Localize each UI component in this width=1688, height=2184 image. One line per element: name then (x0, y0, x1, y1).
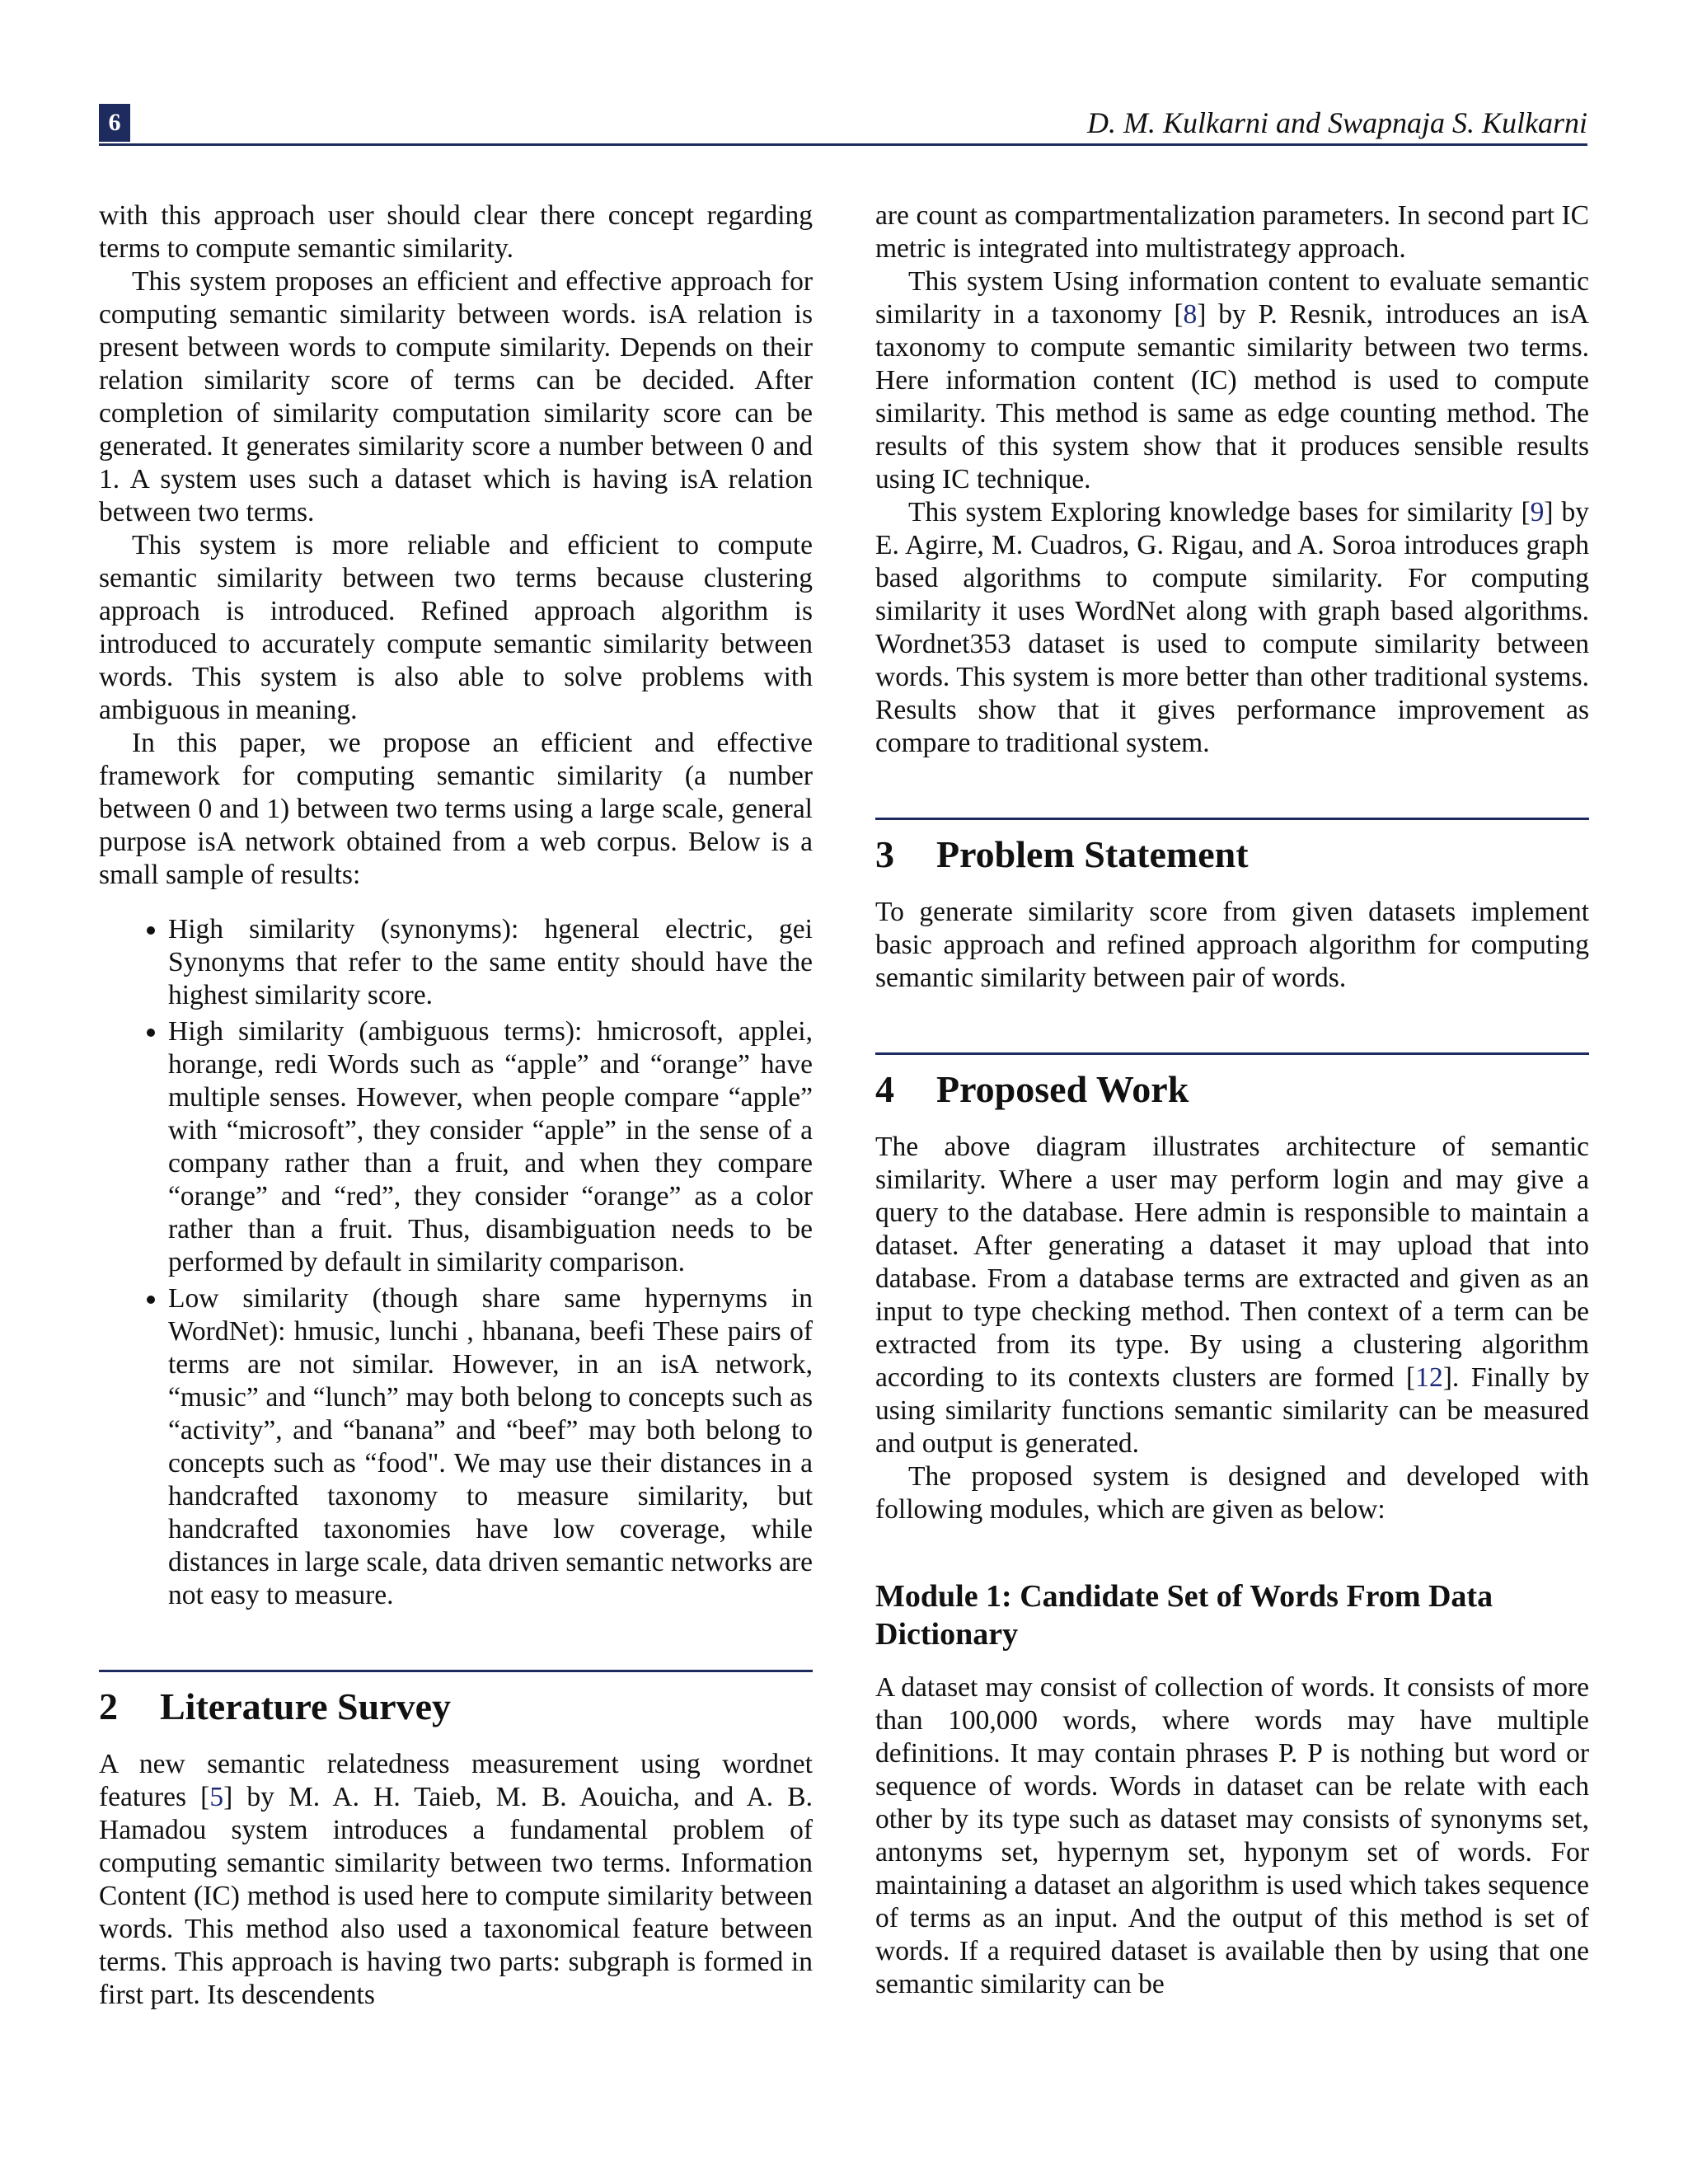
paragraph: In this paper, we propose an efficient and effective framework for computing semantic similarity (a number between 0 and 1) between two terms using a large scale, general purpose isA network obtained from a web corpus. Below is a small sample of results: (99, 728, 813, 890)
paragraph: are count as compartmentalization parameters. In second part IC metric is integrated into multistrategy approach. (875, 200, 1589, 264)
page-number: 6 (99, 104, 130, 142)
paragraph: A dataset may consist of collection of words. It consists of more than 100,000 words, where words may have multiple definitions. It may contain phrases P. P is nothing but word or sequence of words. Words in dataset can be relate with each other by its type such as dataset may consists of synonyms set, antonyms set, hypernym set, hyponym set of words. For maintaining a dataset an algorithm is used which takes sequence of terms as an input. And the output of this method is set of words. If a required dataset is available then by using that one semantic similarity can be (875, 1672, 1589, 1999)
section-title: Proposed Work (936, 1068, 1189, 1110)
citation-link[interactable]: 12 (1415, 1362, 1443, 1393)
section-number: 4 (875, 1068, 894, 1110)
paragraph: The above diagram illustrates architecture of semantic similarity. Where a user may perform login and may give a query to the database. Here admin is responsible to maintain a dataset. After generating a dataset it may upload that into database. From a database terms are extracted and given as an input to type checking method. Then context of a term can be extracted from its type. By using a clustering algorithm according to its contexts clusters are formed [12]. Finally by using similarity functions semantic similarity can be measured and output is generated. (875, 1132, 1590, 1459)
page-header (99, 102, 1587, 146)
paragraph: This system Using information content to evaluate semantic similarity in a taxonomy [8] by P. Resnik, introduces an isA taxonomy to compute semantic similarity between two terms. Here information content (IC) method is used to compute similarity. This method is same as edge counting method. The results of this system show that it produces sensible results using IC technique. (875, 266, 1589, 494)
left-column (99, 199, 813, 2012)
right-column (875, 199, 1589, 2001)
section-heading-problem-statement (875, 818, 1589, 878)
paragraph: with this approach user should clear there concept regarding terms to compute semantic similarity. (99, 200, 813, 264)
paragraph: The proposed system is designed and developed with following modules, which are given as below: (875, 1461, 1589, 1525)
paragraph: This system is more reliable and efficient to compute semantic similarity between two terms because clustering approach is introduced. Refined approach algorithm is introduced to accurately compute semantic similarity between words. This system is also able to solve problems with ambiguous in meaning. (99, 530, 813, 725)
citation-link[interactable]: 5 (209, 1782, 224, 1812)
list-item: • High similarity (synonyms): hgeneral electric, gei Synonyms that refer to the same entity should have the highest similarity score. (168, 913, 813, 1012)
paragraph: This system proposes an efficient and effective approach for computing semantic similarity between words. isA relation is present between words to compute similarity. Depends on their relation similarity score of terms can be decided. After completion of similarity computation similarity score can be generated. It generates similarity score a number between 0 and 1. A system uses such a dataset which is having isA relation between two terms. (99, 266, 813, 527)
paragraph: A new semantic relatedness measurement using wordnet features [5] by M. A. H. Taieb, M. B. Aouicha, and A. B. Hamadou system introduces a fundamental problem of computing semantic similarity between two terms. Information Content (IC) method is used here to compute similarity between words. This method also used a taxonomical feature between terms. This approach is having two parts: subgraph is formed in first part. Its descendents (99, 1749, 814, 2010)
list-item: • High similarity (ambiguous terms): hmicrosoft, applei, horange, redi Words such as “apple” and “orange” have multiple senses. However, when people compare “apple” with “microsoft”, they consider “apple” in the sense of a company rather than a fruit, and when they compare “orange” and “red”, they consider “orange” as a color rather than a fruit. Thus, disambiguation needs to be performed by default in similarity comparison. (168, 1015, 813, 1279)
citation-link[interactable]: 8 (1183, 299, 1198, 330)
section-title: Problem Statement (936, 833, 1249, 875)
module-heading: Module 1: Candidate Set of Words From Data Dictionary (875, 1579, 1493, 1652)
section-heading-literature-survey (99, 1670, 813, 1730)
paragraph: This system Exploring knowledge bases for similarity [9] by E. Agirre, M. Cuadros, G. Rigau, and A. Soroa introduces graph based algorithms to compute similarity. For computing similarity it uses WordNet along with graph based algorithms. Wordnet353 dataset is used to compute similarity between words. This system is more better than other traditional systems. Results show that it gives performance improvement as compare to traditional system. (875, 497, 1589, 758)
section-heading-proposed-work (875, 1052, 1589, 1113)
results-list (99, 913, 813, 1612)
list-item: • Low similarity (though share same hypernyms in WordNet): hmusic, lunchi , hbanana, beefi These pairs of terms are not similar. However, in an isA network, “music” and “lunch” may both belong to concepts such as “activity”, and “banana” and “beef” may both belong to concepts such as “food". We may use their distances in a handcrafted taxonomy to measure similarity, but handcrafted taxonomies have low coverage, while distances in large scale, data driven semantic networks are not easy to measure. (168, 1282, 813, 1612)
paragraph: To generate similarity score from given datasets implement basic approach and refined approach algorithm for computing semantic similarity between pair of words. (875, 897, 1589, 993)
section-number: 2 (99, 1685, 118, 1727)
section-number: 3 (875, 833, 894, 875)
section-title: Literature Survey (160, 1685, 452, 1727)
running-head: D. M. Kulkarni and Swapnaja S. Kulkarni (1086, 106, 1587, 139)
citation-link[interactable]: 9 (1530, 497, 1545, 527)
